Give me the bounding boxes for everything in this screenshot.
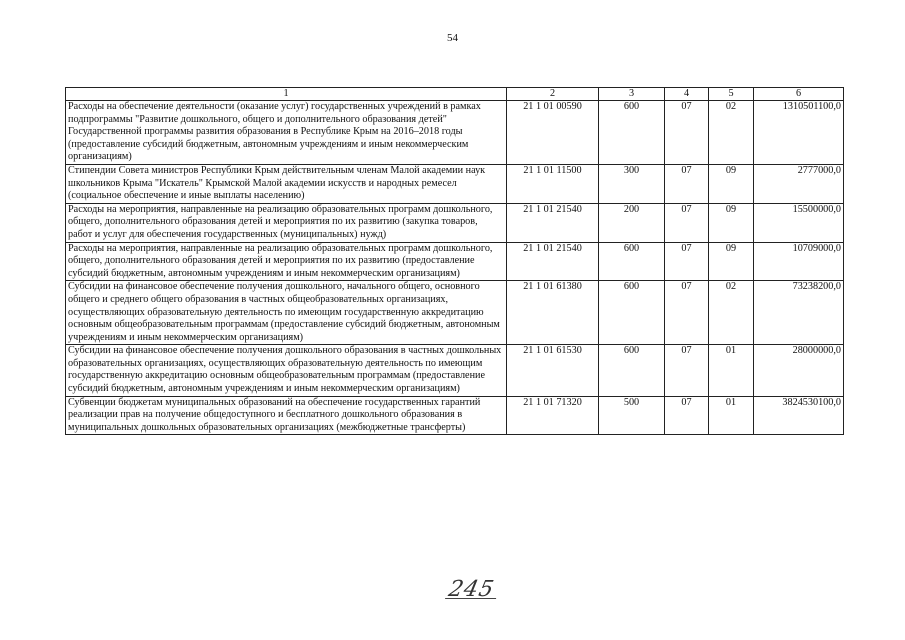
row-expense-type: 300: [599, 164, 665, 203]
row-subsection: 02: [709, 281, 754, 345]
row-amount: 15500000,0: [754, 203, 844, 242]
row-subsection: 09: [709, 242, 754, 281]
row-section: 07: [665, 281, 709, 345]
row-description: Субсидии на финансовое обеспечение получения дошкольного образования в частных дошкольных образовательных организациях, осуществляющих образовательную деятельность по имеющим государственную аккредитацию основным общеобразовательным программам (предоставление субсидий бюджетным, автономным учреждениям и иным некоммерческим организациям): [66, 345, 507, 396]
row-expense-type: 600: [599, 345, 665, 396]
row-amount: 28000000,0: [754, 345, 844, 396]
column-header-6: 6: [754, 88, 844, 101]
row-description: Субсидии на финансовое обеспечение получения дошкольного, начального общего, основного общего и среднего общего образования в частных общеобразовательных организациях, осуществляющих образовательную деятельность по имеющим государственную аккредитацию основным общеобразовательным программам (предоставление субсидий бюджетным, автономным учреждениям и иным некоммерческим организациям): [66, 281, 507, 345]
row-budget-code: 21 1 01 71320: [507, 396, 599, 435]
column-header-2: 2: [507, 88, 599, 101]
row-section: 07: [665, 396, 709, 435]
budget-table: [65, 87, 844, 435]
row-budget-code: 21 1 01 00590: [507, 101, 599, 165]
row-amount: 2777000,0: [754, 164, 844, 203]
row-section: 07: [665, 345, 709, 396]
table-row: [66, 345, 844, 396]
row-amount: 73238200,0: [754, 281, 844, 345]
row-subsection: 09: [709, 203, 754, 242]
column-header-1: 1: [66, 88, 507, 101]
row-subsection: 01: [709, 345, 754, 396]
row-budget-code: 21 1 01 21540: [507, 242, 599, 281]
row-section: 07: [665, 242, 709, 281]
row-description: Расходы на обеспечение деятельности (оказание услуг) государственных учреждений в рамках подпрограммы "Развитие дошкольного, общего и дополнительного образования детей" Государственной программы развития образования в Республике Крым на 2016–2018 годы (предоставление субсидий бюджетным, автономным учреждениям и иным некоммерческим организациям): [66, 101, 507, 165]
row-budget-code: 21 1 01 11500: [507, 164, 599, 203]
row-budget-code: 21 1 01 61380: [507, 281, 599, 345]
handwritten-page-number: 245: [446, 577, 497, 602]
table-row: [66, 281, 844, 345]
row-budget-code: 21 1 01 61530: [507, 345, 599, 396]
row-expense-type: 600: [599, 101, 665, 165]
table-row: [66, 242, 844, 281]
table-row: [66, 203, 844, 242]
row-description: Расходы на мероприятия, направленные на реализацию образовательных программ дошкольного, общего, дополнительного образования детей и мероприятия по их развитию (закупка товаров, работ и услуг для обеспечения государственных (муниципальных) нужд): [66, 203, 507, 242]
row-description: Субвенции бюджетам муниципальных образований на обеспечение государственных гарантий реализации прав на получение общедоступного и бесплатного дошкольного образования в муниципальных дошкольных образовательных организациях (межбюджетные трансферты): [66, 396, 507, 435]
header-row: [66, 88, 844, 101]
row-section: 07: [665, 101, 709, 165]
page-number: 54: [447, 32, 458, 44]
row-description: Расходы на мероприятия, направленные на реализацию образовательных программ дошкольного, общего, дополнительного образования детей и мероприятия по их развитию (предоставление субсидий бюджетным, автономным учреждениям и иным некоммерческим организациям): [66, 242, 507, 281]
row-section: 07: [665, 203, 709, 242]
column-header-3: 3: [599, 88, 665, 101]
row-amount: 3824530100,0: [754, 396, 844, 435]
row-subsection: 01: [709, 396, 754, 435]
row-subsection: 02: [709, 101, 754, 165]
column-header-4: 4: [665, 88, 709, 101]
table-row: [66, 101, 844, 165]
row-expense-type: 200: [599, 203, 665, 242]
row-section: 07: [665, 164, 709, 203]
column-header-5: 5: [709, 88, 754, 101]
table-row: [66, 396, 844, 435]
row-budget-code: 21 1 01 21540: [507, 203, 599, 242]
row-amount: 1310501100,0: [754, 101, 844, 165]
row-expense-type: 600: [599, 281, 665, 345]
row-expense-type: 600: [599, 242, 665, 281]
row-description: Стипендии Совета министров Республики Крым действительным членам Малой академии наук школьников Крыма "Искатель" Крымской Малой академии искусств и народных ремесел (социальное обеспечение и иные выплаты населению): [66, 164, 507, 203]
row-expense-type: 500: [599, 396, 665, 435]
row-subsection: 09: [709, 164, 754, 203]
table-row: [66, 164, 844, 203]
row-amount: 10709000,0: [754, 242, 844, 281]
